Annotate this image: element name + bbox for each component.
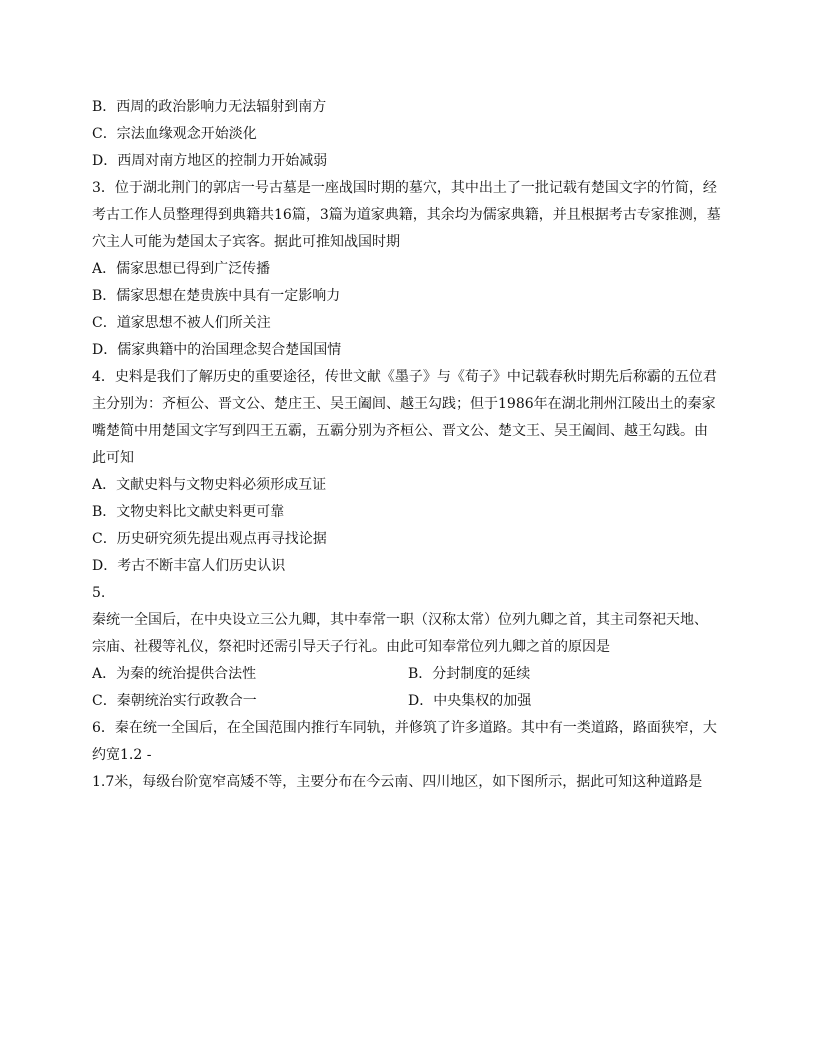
question-6 bbox=[92, 715, 726, 796]
q6-stem-line: 约宽1.2 - bbox=[92, 747, 152, 763]
question-4 bbox=[92, 364, 726, 580]
q2-option-d: D．西周对南方地区的控制力开始减弱 bbox=[92, 153, 328, 169]
q2-option-b: B．西周的政治影响力无法辐射到南方 bbox=[92, 99, 327, 115]
q2-option-c: C．宗法血缘观念开始淡化 bbox=[92, 126, 257, 142]
q4-option-a: A．文献史料与文物史料必须形成互证 bbox=[92, 477, 327, 493]
q6-stem-line: 6．秦在统一全国后，在全国范围内推行车同轨，并修筑了许多道路。其中有一类道路，路面狭窄，大 bbox=[92, 720, 717, 736]
q5-options-row bbox=[92, 688, 726, 715]
q3-option-a: A．儒家思想已得到广泛传播 bbox=[92, 261, 271, 277]
q5-option-a: A．为秦的统治提供合法性 bbox=[92, 666, 257, 682]
q3-stem-line: 3．位于湖北荆门的郭店一号古墓是一座战国时期的墓穴，其中出土了一批记载有楚国文字的竹简，经 bbox=[92, 180, 717, 196]
q3-stem-line: 穴主人可能为楚国太子宾客。据此可推知战国时期 bbox=[92, 234, 400, 250]
q5-option-c: C．秦朝统治实行政教合一 bbox=[92, 693, 257, 709]
q3-stem-line: 考古工作人员整理得到典籍共16篇，3篇为道家典籍，其余均为儒家典籍，并且根据考古专家推测，墓 bbox=[92, 207, 721, 223]
q3-option-d: D．儒家典籍中的治国理念契合楚国国情 bbox=[92, 342, 342, 358]
question-3 bbox=[92, 175, 726, 364]
q5-stem-line: 秦统一全国后，在中央设立三公九卿，其中奉常一职（汉称太常）位列九卿之首，其主司祭祀天地、 bbox=[92, 612, 708, 628]
exam-page bbox=[92, 94, 726, 796]
q4-option-d: D．考古不断丰富人们历史认识 bbox=[92, 558, 286, 574]
q5-option-d: D．中央集权的加强 bbox=[408, 693, 532, 709]
q4-option-b: B．文物史料比文献史料更可靠 bbox=[92, 504, 285, 520]
q5-stem-line: 宗庙、社稷等礼仪，祭祀时还需引导天子行礼。由此可知奉常位列九卿之首的原因是 bbox=[92, 639, 610, 655]
q5-options-row bbox=[92, 661, 726, 688]
q3-option-c: C．道家思想不被人们所关注 bbox=[92, 315, 271, 331]
question-2-options bbox=[92, 94, 726, 175]
q4-stem-line: 主分别为：齐桓公、晋文公、楚庄王、吴王阖闾、越王勾践；但于1986年在湖北荆州江陵出土的秦家 bbox=[92, 396, 716, 412]
question-5 bbox=[92, 580, 726, 715]
q4-option-c: C．历史研究须先提出观点再寻找论据 bbox=[92, 531, 327, 547]
q4-stem-line: 嘴楚简中用楚国文字写到四王五霸，五霸分别为齐桓公、晋文公、楚文王、吴王阖闾、越王勾践。由 bbox=[92, 423, 708, 439]
q5-option-b: B．分封制度的延续 bbox=[408, 666, 531, 682]
q3-option-b: B．儒家思想在楚贵族中具有一定影响力 bbox=[92, 288, 341, 304]
q4-stem-line: 此可知 bbox=[92, 450, 134, 466]
q4-stem-line: 4．史料是我们了解历史的重要途径，传世文献《墨子》与《荀子》中记载春秋时期先后称霸的五位君 bbox=[92, 369, 717, 385]
q5-number: 5. bbox=[92, 585, 106, 601]
q6-stem-line: 1.7米，每级台阶宽窄高矮不等，主要分布在今云南、四川地区，如下图所示，据此可知这种道路是 bbox=[92, 774, 703, 790]
